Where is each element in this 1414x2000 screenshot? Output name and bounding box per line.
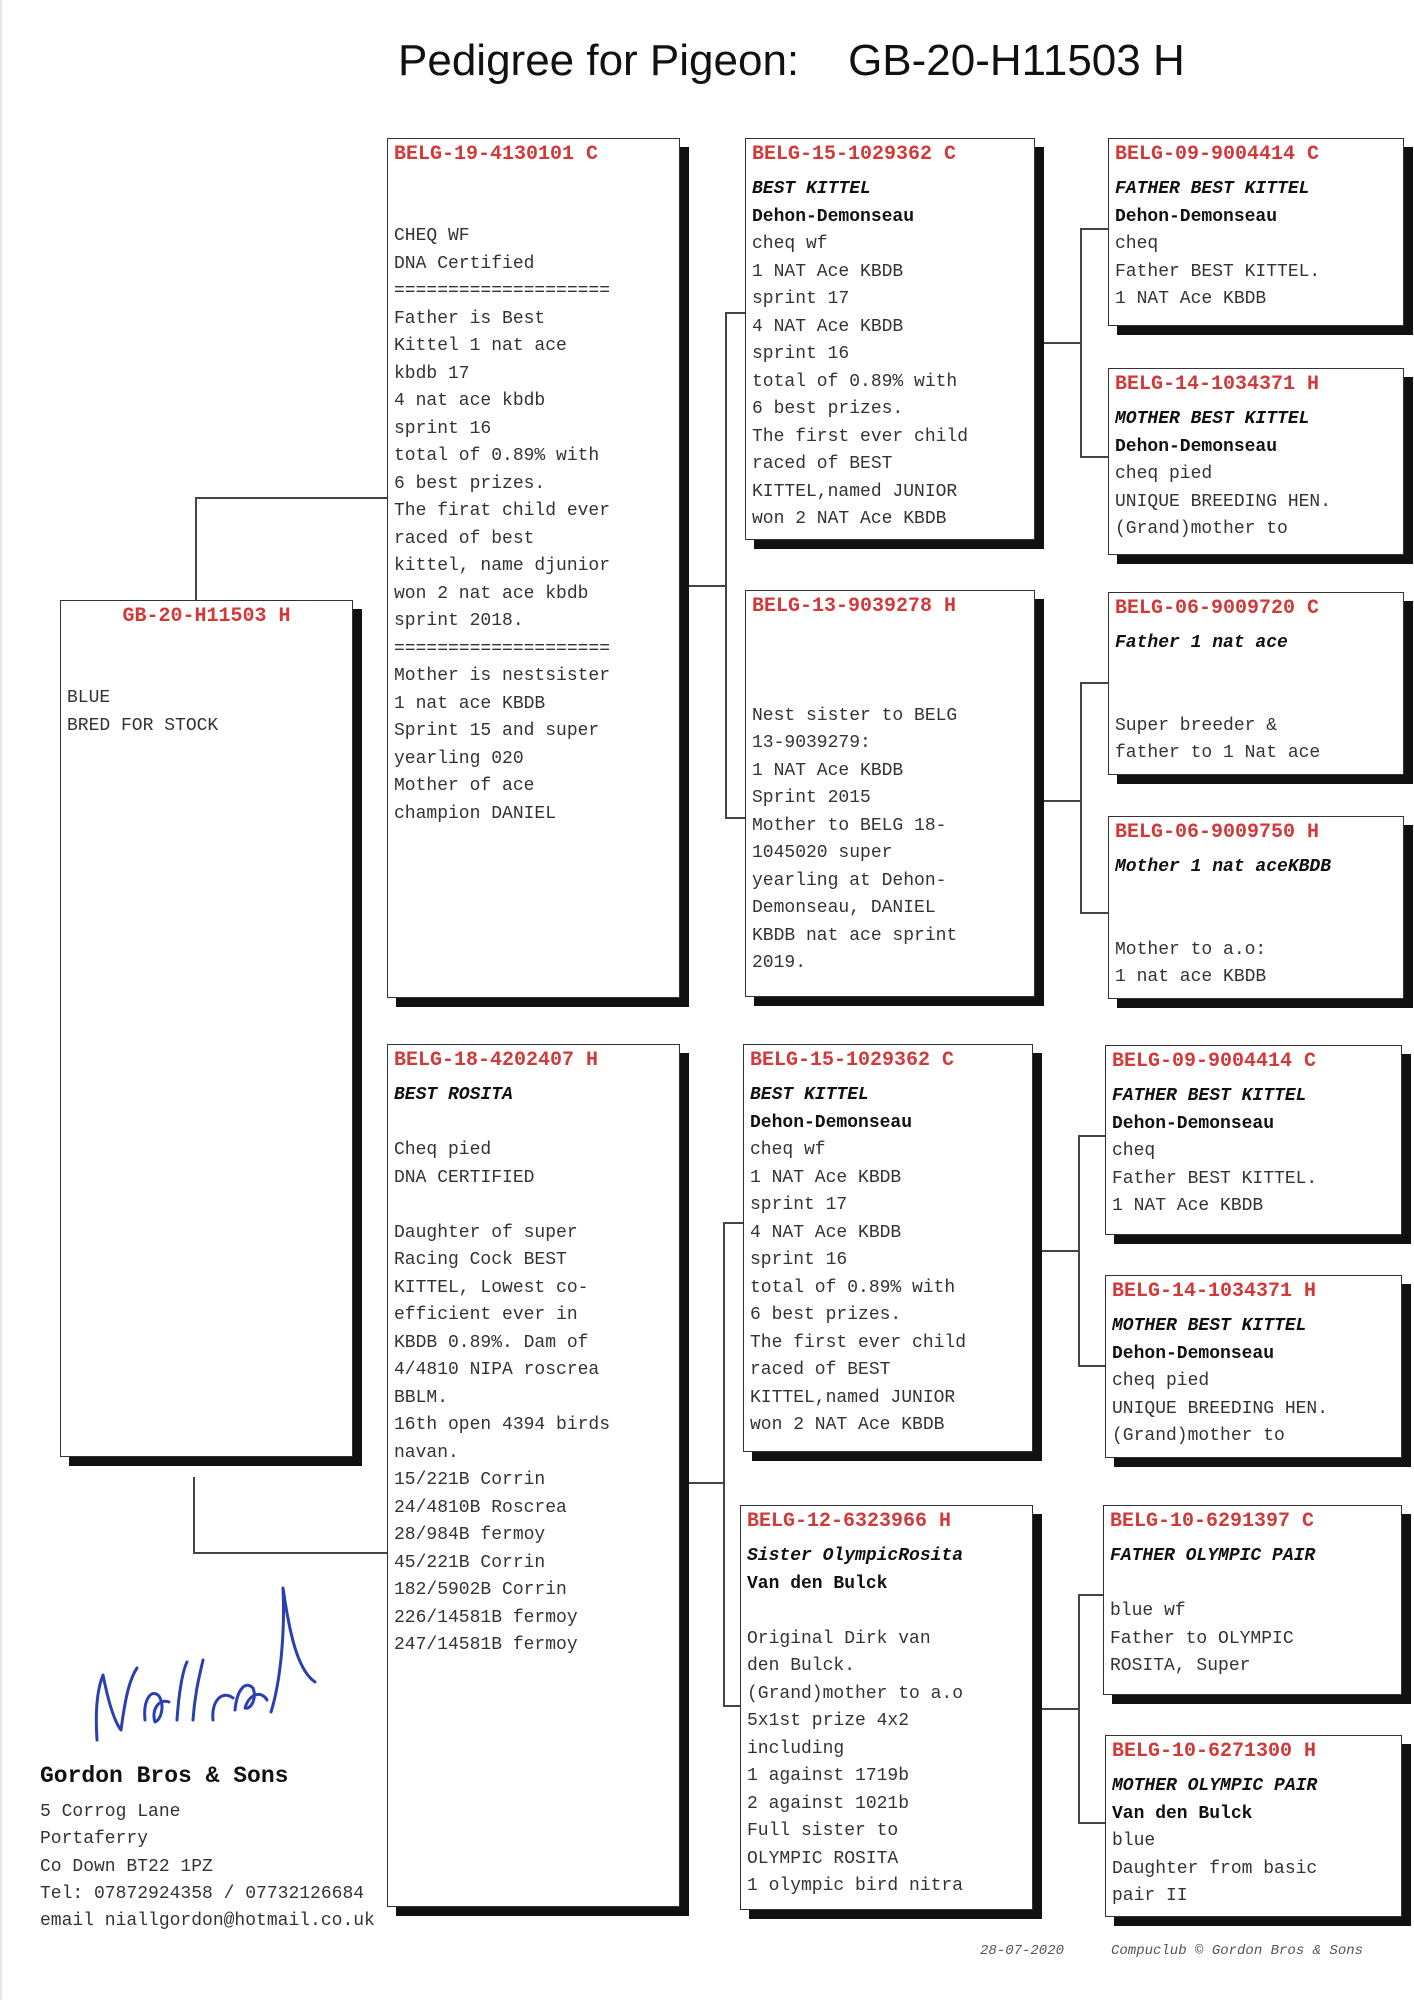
pigeon-name: FATHER OLYMPIC PAIR (1110, 1546, 1316, 1566)
connector (1080, 228, 1108, 230)
sire-dam-card (745, 590, 1035, 997)
page-title (398, 36, 1185, 86)
ring-number: BELG-12-6323966 H (747, 1510, 952, 1533)
connector (1078, 1135, 1105, 1137)
connector (723, 1222, 743, 1224)
strain-name: Dehon-Demonseau (750, 1112, 913, 1133)
strain-name: Dehon-Demonseau (1115, 436, 1278, 457)
connector (1033, 1708, 1078, 1710)
pigeon-name: MOTHER BEST KITTEL (1112, 1316, 1307, 1336)
pigeon-name: BEST ROSITA (394, 1085, 513, 1105)
dsd-description: cheq pied UNIQUE BREEDING HEN. (Grand)mother to (1112, 1371, 1329, 1446)
sire-description: CHEQ WF DNA Certified ==================== Father is Best Kittel 1 nat ace kbdb 17 4 nat ace kbdb sprint 16 total of 0.89% with 6 best prizes. The firat child ever raced of best kittel, name djunior won 2 nat ace kbdb sprint 2018. ==================== Mother is nestsister 1 nat ace KBDB Sprint 15 and super yearling 020 Mother of ace champion DANIEL (394, 226, 611, 824)
sds-card (1108, 592, 1404, 775)
signature-image (85, 1570, 325, 1750)
dss-description: cheq Father BEST KITTEL. 1 NAT Ace KBDB (1112, 1141, 1318, 1216)
pigeon-name: MOTHER OLYMPIC PAIR (1112, 1776, 1318, 1796)
dds-description: blue wf Father to OLYMPIC ROSITA, Super (1110, 1601, 1294, 1676)
ssd-card (1108, 368, 1404, 555)
connector (680, 1482, 723, 1484)
sire-card (387, 138, 680, 998)
connector (723, 1222, 725, 1705)
ring-number: BELG-19-4130101 C (394, 143, 599, 166)
strain-name: Dehon-Demonseau (1112, 1113, 1275, 1134)
ring-number: BELG-15-1029362 C (750, 1049, 955, 1072)
ring-number: BELG-09-9004414 C (1112, 1050, 1317, 1073)
connector (1035, 342, 1080, 344)
connector (195, 497, 387, 499)
subject-description: BLUE BRED FOR STOCK (67, 688, 219, 736)
connector (723, 1705, 740, 1707)
ddd-card (1105, 1735, 1402, 1917)
ring-number: BELG-14-1034371 H (1115, 373, 1320, 396)
subject-card (60, 600, 353, 1457)
connector (193, 1477, 195, 1552)
scan-edge (0, 0, 2, 2000)
ring-number: BELG-10-6291397 C (1110, 1510, 1315, 1533)
ring-number: BELG-10-6271300 H (1112, 1740, 1317, 1763)
dam-sire-description: cheq wf 1 NAT Ace KBDB sprint 17 4 NAT Ace KBDB sprint 16 total of 0.89% with 6 best prizes. The first ever child raced of BEST KITTEL,named JUNIOR won 2 NAT Ace KBDB (750, 1140, 967, 1435)
pigeon-name: FATHER BEST KITTEL (1112, 1086, 1307, 1106)
dss-card (1105, 1045, 1402, 1235)
pigeon-name: Father 1 nat ace (1115, 633, 1288, 653)
connector (1078, 1594, 1080, 1822)
pigeon-name: Sister OlympicRosita (747, 1546, 964, 1566)
connector (1080, 228, 1082, 456)
pigeon-name: MOTHER BEST KITTEL (1115, 409, 1310, 429)
sss-card (1108, 138, 1404, 326)
ring-number: BELG-14-1034371 H (1112, 1280, 1317, 1303)
title-label: Pedigree for Pigeon: (398, 36, 800, 85)
sire-dam-description: Nest sister to BELG 13-9039279: 1 NAT Ace KBDB Sprint 2015 Mother to BELG 18- 1045020 super yearling at Dehon- Demonseau, DANIEL KBDB nat ace sprint 2019. (752, 705, 958, 973)
pigeon-name: FATHER BEST KITTEL (1115, 179, 1310, 199)
pigeon-name: BEST KITTEL (750, 1085, 869, 1105)
ring-number: BELG-06-9009720 C (1115, 597, 1320, 620)
sire-sire-description: cheq wf 1 NAT Ace KBDB sprint 17 4 NAT Ace KBDB sprint 16 total of 0.89% with 6 best prizes. The first ever child raced of BEST KITTEL,named JUNIOR won 2 NAT Ace KBDB (752, 234, 969, 529)
owner-phone: Tel: 07872924358 / 07732126684 (40, 1884, 365, 1904)
dam-dam-card (740, 1505, 1033, 1910)
footer-credit: Compuclub © Gordon Bros & Sons (1111, 1943, 1364, 1959)
strain-name: Van den Bulck (747, 1573, 888, 1594)
print-date: 28-07-2020 (980, 1943, 1065, 1959)
ring-number: BELG-06-9009750 H (1115, 821, 1320, 844)
owner-address-line: Co Down BT22 1PZ (40, 1857, 213, 1877)
dds-card (1103, 1505, 1402, 1695)
connector (1078, 1365, 1105, 1367)
pigeon-name: BEST KITTEL (752, 179, 871, 199)
ddd-description: blue Daughter from basic pair II (1112, 1831, 1318, 1906)
sss-description: cheq Father BEST KITTEL. 1 NAT Ace KBDB (1115, 234, 1321, 309)
dsd-card (1105, 1275, 1402, 1458)
dam-description: Cheq pied DNA CERTIFIED Daughter of super Racing Cock BEST KITTEL, Lowest co- efficient ever in KBDB 0.89%. Dam of 4/4810 NIPA roscrea BBLM. 16th open 4394 birds navan. 15/221B Corrin 24/4810B Roscrea 28/984B fermoy 45/221B Corrin 182/5902B Corrin 226/14581B fermoy 247/14581B fermoy (394, 1140, 611, 1655)
ssd-description: cheq pied UNIQUE BREEDING HEN. (Grand)mother to (1115, 464, 1332, 539)
owner-address-line: 5 Corrog Lane (40, 1802, 181, 1822)
dam-card (387, 1044, 680, 1907)
ring-number: BELG-15-1029362 C (752, 143, 957, 166)
connector (195, 497, 197, 602)
connector (725, 312, 727, 817)
ring-number: GB-20-H11503 H (122, 605, 291, 628)
connector (1080, 682, 1108, 684)
strain-name: Dehon-Demonseau (1115, 206, 1278, 227)
connector (1080, 456, 1108, 458)
ring-number: BELG-13-9039278 H (752, 595, 957, 618)
connector (1078, 1594, 1105, 1596)
connector (1078, 1822, 1105, 1824)
owner-name: Gordon Bros & Sons (40, 1763, 289, 1789)
connector (680, 585, 725, 587)
ring-number: BELG-09-9004414 C (1115, 143, 1320, 166)
connector (1080, 912, 1108, 914)
sdd-description: Mother to a.o: 1 nat ace KBDB (1115, 939, 1267, 987)
owner-email: email niallgordon@hotmail.co.uk (40, 1911, 375, 1931)
ring-number: BELG-18-4202407 H (394, 1049, 599, 1072)
sdd-card (1108, 816, 1404, 999)
connector (193, 1552, 387, 1554)
strain-name: Van den Bulck (1112, 1803, 1253, 1824)
sire-sire-card (745, 138, 1035, 540)
owner-address-line: Portaferry (40, 1829, 149, 1849)
pigeon-name: Mother 1 nat aceKBDB (1115, 857, 1332, 877)
dam-sire-card (743, 1044, 1033, 1452)
sds-description: Super breeder & father to 1 Nat ace (1115, 715, 1321, 763)
connector (1035, 800, 1080, 802)
strain-name: Dehon-Demonseau (752, 206, 915, 227)
connector (725, 817, 745, 819)
connector (1080, 682, 1082, 912)
strain-name: Dehon-Demonseau (1112, 1343, 1275, 1364)
connector (1078, 1135, 1080, 1365)
title-pigeon-id: GB-20-H11503 H (848, 36, 1185, 85)
dam-dam-description: Original Dirk van den Bulck. (Grand)mother to a.o 5x1st prize 4x2 including 1 against 1719b 2 against 1021b Full sister to OLYMPIC ROSITA 1 olympic bird nitra (747, 1628, 964, 1896)
connector (1033, 1250, 1078, 1252)
connector (725, 312, 745, 314)
